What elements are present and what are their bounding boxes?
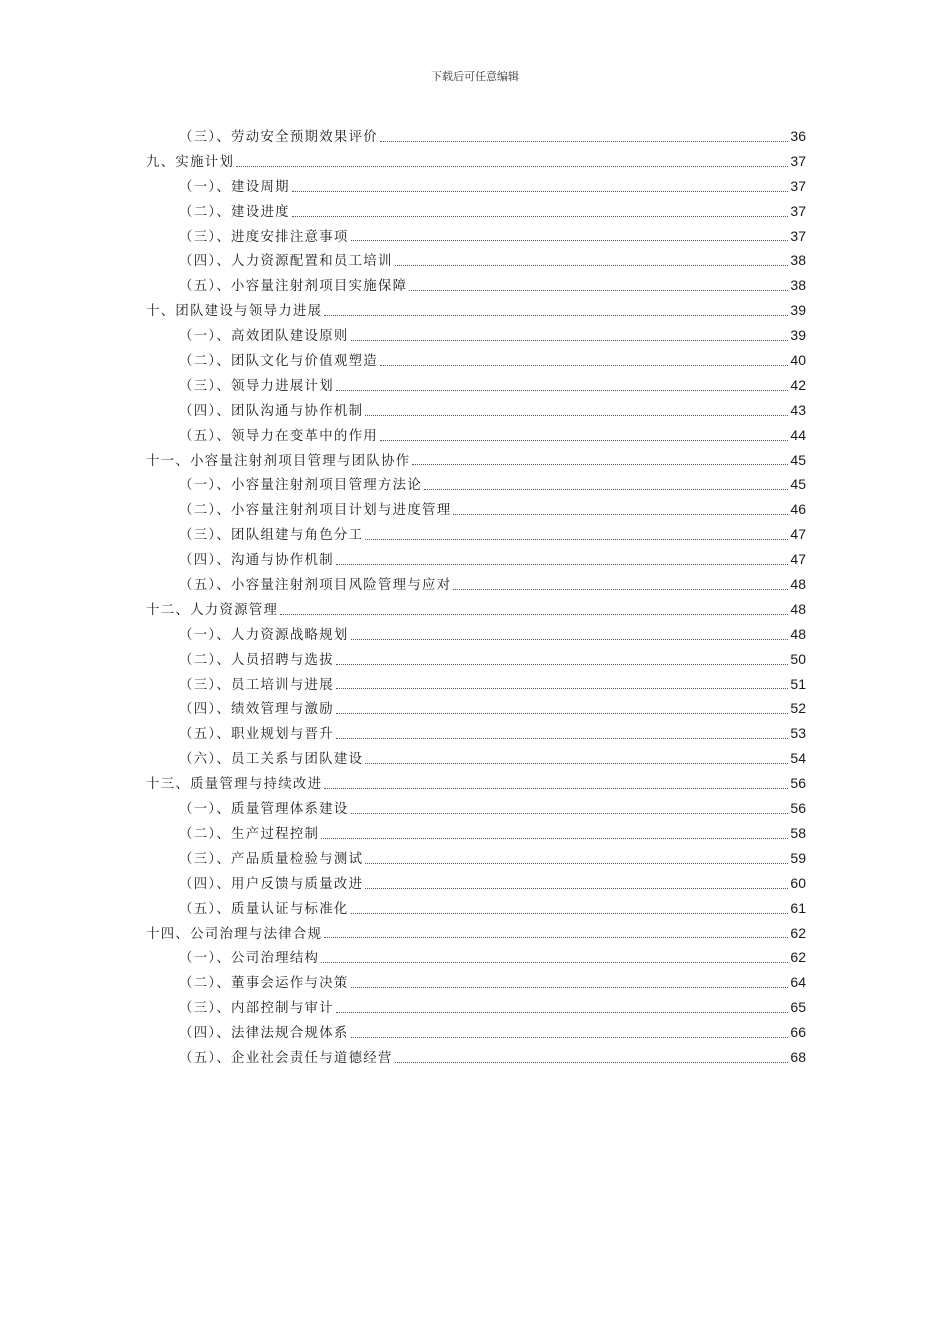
toc-entry-title: （五）、企业社会责任与道德经营	[179, 1050, 393, 1066]
toc-entry-title: 十二、人力资源管理	[146, 602, 279, 618]
toc-dot-leader	[412, 463, 788, 465]
toc-chapter-entry[interactable]	[146, 450, 806, 475]
toc-dot-leader	[380, 364, 788, 366]
toc-dot-leader	[453, 513, 788, 515]
toc-dot-leader	[336, 737, 789, 739]
toc-section-entry[interactable]	[146, 748, 806, 773]
toc-dot-leader	[351, 638, 789, 640]
toc-entry-title: （五）、小容量注射剂项目风险管理与应对	[179, 578, 452, 594]
toc-page-number: 59	[790, 849, 806, 866]
toc-chapter-entry[interactable]	[146, 151, 806, 176]
toc-entry-title: （五）、小容量注射剂项目实施保障	[179, 279, 408, 295]
toc-dot-leader	[395, 264, 789, 266]
toc-dot-leader	[351, 339, 789, 341]
toc-section-entry[interactable]	[146, 1022, 806, 1047]
toc-dot-leader	[336, 687, 789, 689]
toc-dot-leader	[336, 663, 789, 665]
toc-dot-leader	[409, 289, 788, 291]
toc-entry-title: （四）、团队沟通与协作机制	[179, 403, 364, 419]
toc-section-entry[interactable]	[146, 947, 806, 972]
toc-section-entry[interactable]	[146, 126, 806, 151]
toc-dot-leader	[336, 712, 789, 714]
toc-section-entry[interactable]	[146, 250, 806, 275]
toc-page-number: 39	[790, 327, 806, 344]
toc-entry-title: （二）、建设进度	[179, 204, 290, 220]
toc-page-number: 56	[790, 775, 806, 792]
toc-dot-leader	[380, 439, 788, 441]
toc-entry-title: （四）、绩效管理与激励	[179, 702, 334, 718]
toc-section-entry[interactable]	[146, 325, 806, 350]
toc-entry-title: （一）、高效团队建设原则	[179, 329, 349, 345]
toc-entry-title: （一）、质量管理体系建设	[179, 802, 349, 818]
toc-page-number: 48	[790, 600, 806, 617]
toc-page-number: 42	[790, 376, 806, 393]
toc-section-entry[interactable]	[146, 400, 806, 425]
toc-section-entry[interactable]	[146, 226, 806, 251]
toc-entry-title: （二）、生产过程控制	[179, 826, 320, 842]
toc-entry-title: （一）、公司治理结构	[179, 951, 320, 967]
toc-section-entry[interactable]	[146, 524, 806, 549]
toc-page-number: 38	[790, 277, 806, 294]
toc-entry-title: （三）、团队组建与角色分工	[179, 528, 364, 544]
toc-dot-leader	[236, 165, 788, 167]
toc-entry-title: 十四、公司治理与法律合规	[146, 926, 323, 942]
toc-entry-title: （三）、员工培训与进展	[179, 677, 334, 693]
toc-page-number: 50	[790, 650, 806, 667]
toc-dot-leader	[395, 1061, 789, 1063]
toc-section-entry[interactable]	[146, 848, 806, 873]
toc-entry-title: 十、团队建设与领导力进展	[146, 304, 323, 320]
toc-section-entry[interactable]	[146, 873, 806, 898]
toc-chapter-entry[interactable]	[146, 773, 806, 798]
toc-dot-leader	[380, 140, 788, 142]
toc-section-entry[interactable]	[146, 499, 806, 524]
toc-entry-title: （三）、进度安排注意事项	[179, 229, 349, 245]
toc-page-number: 44	[790, 426, 806, 443]
table-of-contents	[146, 126, 806, 1072]
toc-entry-title: （二）、人员招聘与选拔	[179, 652, 334, 668]
toc-section-entry[interactable]	[146, 275, 806, 300]
toc-section-entry[interactable]	[146, 649, 806, 674]
toc-page-number: 62	[790, 949, 806, 966]
toc-section-entry[interactable]	[146, 1047, 806, 1072]
toc-page-number: 56	[790, 800, 806, 817]
toc-entry-title: （一）、建设周期	[179, 179, 290, 195]
toc-page-number: 40	[790, 352, 806, 369]
toc-page-number: 62	[790, 924, 806, 941]
toc-entry-title: 十三、质量管理与持续改进	[146, 777, 323, 793]
toc-dot-leader	[365, 538, 788, 540]
toc-section-entry[interactable]	[146, 425, 806, 450]
toc-page-number: 38	[790, 252, 806, 269]
toc-dot-leader	[336, 563, 789, 565]
toc-page-number: 65	[790, 999, 806, 1016]
toc-dot-leader	[336, 389, 789, 391]
toc-dot-leader	[336, 1011, 789, 1013]
toc-page-number: 68	[790, 1048, 806, 1065]
toc-dot-leader	[321, 837, 788, 839]
toc-page-number: 46	[790, 501, 806, 518]
toc-dot-leader	[351, 239, 789, 241]
toc-page-number: 48	[790, 576, 806, 593]
toc-dot-leader	[351, 812, 789, 814]
toc-section-entry[interactable]	[146, 574, 806, 599]
toc-entry-title: （四）、人力资源配置和员工培训	[179, 254, 393, 270]
toc-dot-leader	[324, 314, 788, 316]
toc-page-number: 43	[790, 401, 806, 418]
toc-page-number: 45	[790, 476, 806, 493]
toc-section-entry[interactable]	[146, 375, 806, 400]
toc-dot-leader	[324, 936, 788, 938]
toc-entry-title: （三）、内部控制与审计	[179, 1001, 334, 1017]
toc-page-number: 51	[790, 675, 806, 692]
toc-entry-title: （一）、小容量注射剂项目管理方法论	[179, 478, 423, 494]
toc-dot-leader	[324, 787, 788, 789]
toc-entry-title: （二）、团队文化与价值观塑造	[179, 354, 378, 370]
toc-page-number: 61	[790, 899, 806, 916]
toc-section-entry[interactable]	[146, 698, 806, 723]
toc-page-number: 45	[790, 451, 806, 468]
toc-page-number: 53	[790, 725, 806, 742]
toc-section-entry[interactable]	[146, 997, 806, 1022]
toc-entry-title: （二）、小容量注射剂项目计划与进度管理	[179, 503, 452, 519]
toc-entry-title: （五）、质量认证与标准化	[179, 901, 349, 917]
toc-page-number: 58	[790, 824, 806, 841]
toc-page-number: 60	[790, 874, 806, 891]
toc-page-number: 47	[790, 551, 806, 568]
toc-page-number: 64	[790, 974, 806, 991]
toc-section-entry[interactable]	[146, 972, 806, 997]
toc-dot-leader	[365, 414, 788, 416]
toc-dot-leader	[292, 190, 789, 192]
toc-section-entry[interactable]	[146, 176, 806, 201]
toc-chapter-entry[interactable]	[146, 923, 806, 948]
toc-section-entry[interactable]	[146, 898, 806, 923]
toc-dot-leader	[365, 887, 788, 889]
toc-page-number: 37	[790, 177, 806, 194]
toc-entry-title: （五）、职业规划与晋升	[179, 727, 334, 743]
toc-dot-leader	[351, 986, 789, 988]
toc-dot-leader	[365, 862, 788, 864]
toc-dot-leader	[292, 215, 789, 217]
page-header: 下载后可任意编辑	[431, 70, 519, 83]
toc-entry-title: （三）、劳动安全预期效果评价	[179, 130, 378, 145]
toc-entry-title: （五）、领导力在变革中的作用	[179, 428, 378, 444]
toc-entry-title: （四）、法律法规合规体系	[179, 1026, 349, 1042]
toc-page-number: 66	[790, 1024, 806, 1041]
toc-section-entry[interactable]	[146, 201, 806, 226]
toc-page-number: 36	[790, 128, 806, 144]
toc-dot-leader	[351, 1036, 789, 1038]
toc-entry-title: （一）、人力资源战略规划	[179, 627, 349, 643]
toc-page-number: 37	[790, 227, 806, 244]
toc-section-entry[interactable]	[146, 723, 806, 748]
toc-dot-leader	[424, 488, 788, 490]
toc-page-number: 48	[790, 625, 806, 642]
toc-entry-title: 九、实施计划	[146, 154, 235, 170]
toc-section-entry[interactable]	[146, 674, 806, 699]
toc-page-number: 52	[790, 700, 806, 717]
toc-entry-title: （四）、沟通与协作机制	[179, 553, 334, 569]
toc-page-number: 54	[790, 750, 806, 767]
toc-dot-leader	[365, 762, 788, 764]
toc-chapter-entry[interactable]	[146, 599, 806, 624]
toc-section-entry[interactable]	[146, 798, 806, 823]
toc-entry-title: （二）、董事会运作与决策	[179, 976, 349, 992]
toc-section-entry[interactable]	[146, 350, 806, 375]
toc-entry-title: （四）、用户反馈与质量改进	[179, 876, 364, 892]
toc-entry-title: （三）、产品质量检验与测试	[179, 851, 364, 867]
toc-page-number: 37	[790, 202, 806, 219]
toc-chapter-entry[interactable]	[146, 300, 806, 325]
toc-page-number: 47	[790, 526, 806, 543]
toc-page-number: 37	[790, 152, 806, 169]
toc-page-number: 39	[790, 302, 806, 319]
toc-section-entry[interactable]	[146, 474, 806, 499]
toc-dot-leader	[453, 588, 788, 590]
toc-dot-leader	[280, 613, 788, 615]
toc-entry-title: （三）、领导力进展计划	[179, 378, 334, 394]
toc-section-entry[interactable]	[146, 823, 806, 848]
toc-section-entry[interactable]	[146, 624, 806, 649]
toc-section-entry[interactable]	[146, 549, 806, 574]
toc-entry-title: （六）、员工关系与团队建设	[179, 752, 364, 768]
toc-dot-leader	[321, 961, 788, 963]
toc-entry-title: 十一、小容量注射剂项目管理与团队协作	[146, 453, 411, 469]
toc-dot-leader	[351, 912, 789, 914]
